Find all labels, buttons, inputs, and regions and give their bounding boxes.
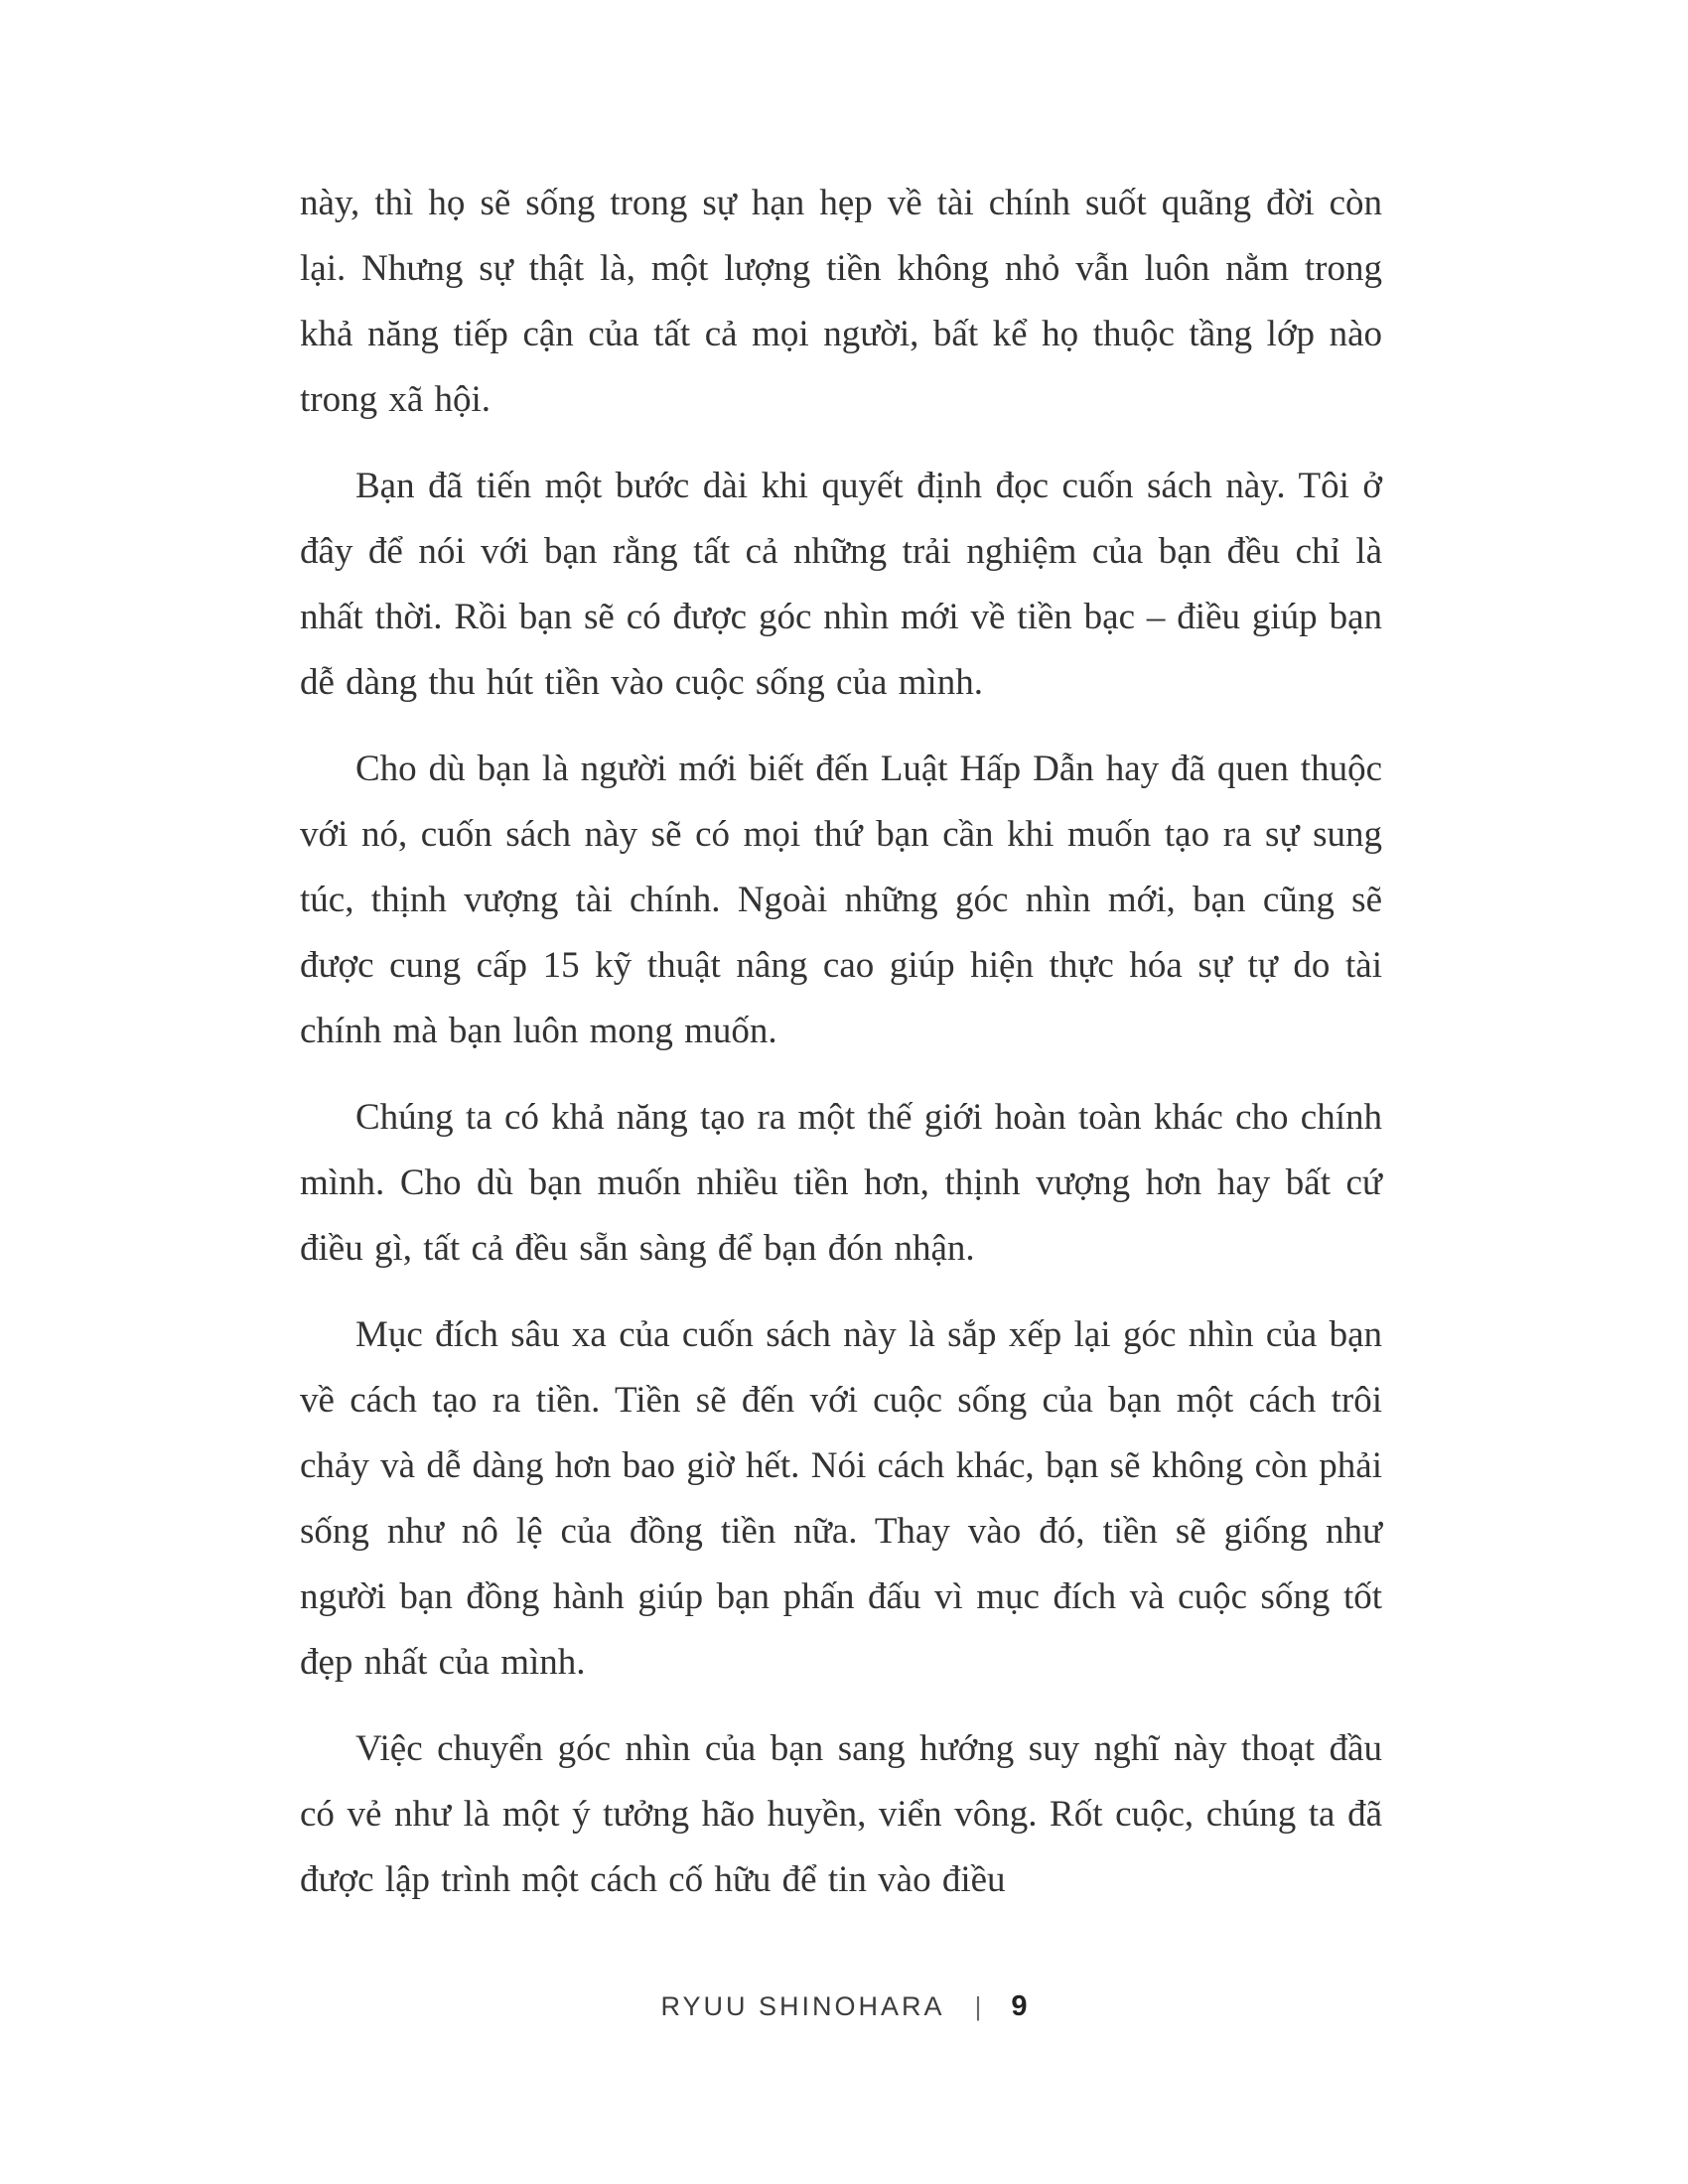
paragraph: Cho dù bạn là người mới biết đến Luật Hấp Dẫn hay đã quen thuộc với nó, cuốn sách này sẽ có mọi thứ bạn cần khi muốn tạo ra sự sung túc, thịnh vượng tài chính. Ngoài những góc nhìn mới, bạn cũng sẽ được cung cấp 15 kỹ thuật nâng cao giúp hiện thực hóa sự tự do tài chính mà bạn luôn mong muốn. xyxy=(300,749,1382,1051)
paragraph: Việc chuyển góc nhìn của bạn sang hướng suy nghĩ này thoạt đầu có vẻ như là một ý tưởng hão huyền, viển vông. Rốt cuộc, chúng ta đã được lập trình một cách cố hữu để tin vào điều xyxy=(300,1728,1382,1900)
paragraph: này, thì họ sẽ sống trong sự hạn hẹp về tài chính suốt quãng đời còn lại. Nhưng sự thật là, một lượng tiền không nhỏ vẫn luôn nằm trong khả năng tiếp cận của tất cả mọi người, bất kể họ thuộc tầng lớp nào trong xã hội. xyxy=(300,183,1382,420)
footer-page-number: 9 xyxy=(1011,1990,1028,2022)
page-text xyxy=(300,171,1382,1934)
paragraph: Chúng ta có khả năng tạo ra một thế giới hoàn toàn khác cho chính mình. Cho dù bạn muốn nhiều tiền hơn, thịnh vượng hơn hay bất cứ điều gì, tất cả đều sẵn sàng để bạn đón nhận. xyxy=(300,1097,1382,1269)
page-footer xyxy=(0,1990,1688,2023)
paragraph: Bạn đã tiến một bước dài khi quyết định đọc cuốn sách này. Tôi ở đây để nói với bạn rằng tất cả những trải nghiệm của bạn đều chỉ là nhất thời. Rồi bạn sẽ có được góc nhìn mới về tiền bạc – điều giúp bạn dễ dàng thu hút tiền vào cuộc sống của mình. xyxy=(300,466,1382,703)
footer-author: RYUU SHINOHARA xyxy=(660,1991,945,2021)
footer-separator: | xyxy=(974,1991,982,2021)
paragraph: Mục đích sâu xa của cuốn sách này là sắp xếp lại góc nhìn của bạn về cách tạo ra tiền. Tiền sẽ đến với cuộc sống của bạn một cách trôi chảy và dễ dàng hơn bao giờ hết. Nói cách khác, bạn sẽ không còn phải sống như nô lệ của đồng tiền nữa. Thay vào đó, tiền sẽ giống như người bạn đồng hành giúp bạn phấn đấu vì mục đích và cuộc sống tốt đẹp nhất của mình. xyxy=(300,1314,1382,1683)
